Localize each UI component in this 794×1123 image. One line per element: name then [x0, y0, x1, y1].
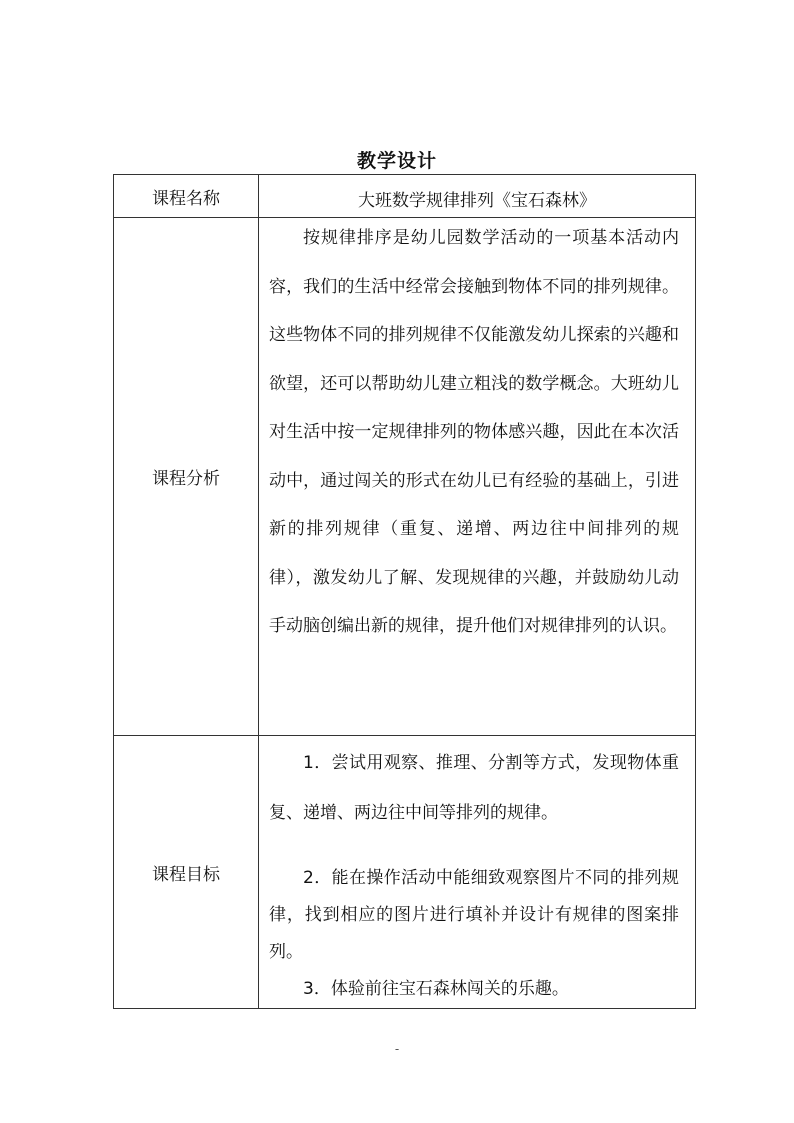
- course-goals-row: [114, 736, 696, 1009]
- course-goal-item-2: 2．能在操作活动中能细致观察图片不同的排列规律，找到相应的图片进行填补并设计有规律的图案排列。: [269, 868, 679, 962]
- course-analysis-row: [114, 218, 696, 736]
- document-title: 教学设计: [356, 150, 437, 172]
- course-name-row: [114, 175, 696, 218]
- course-analysis-cell: [259, 218, 696, 736]
- lesson-design-table: [113, 174, 696, 1009]
- course-name-value: 大班数学规律排列《宝石森林》: [259, 175, 696, 218]
- course-name-label: 课程名称: [114, 175, 259, 218]
- course-goals-cell: [259, 736, 696, 1009]
- course-analysis-text: 按规律排序是幼儿园数学活动的一项基本活动内容，我们的生活中经常会接触到物体不同的排列规律。这些物体不同的排列规律不仅能激发幼儿探索的兴趣和欲望，还可以帮助幼儿建立粗浅的数学概念。大班幼儿对生活中按一定规律排列的物体感兴趣，因此在本次活动中，通过闯关的形式在幼儿已有经验的基础上，引进新的排列规律（重复、递增、两边往中间排列的规律），激发幼儿了解、发现规律的兴趣，并鼓励幼儿动手动脑创编出新的规律，提升他们对规律排列的认识。: [269, 228, 679, 636]
- course-goal-item-1: 1．尝试用观察、推理、分割等方式，发现物体重复、递增、两边往中间等排列的规律。: [269, 753, 679, 823]
- course-analysis-label: 课程分析: [114, 218, 259, 736]
- page-mark: -: [394, 1042, 400, 1056]
- course-goals-label: 课程目标: [114, 736, 259, 1009]
- course-goal-item-3: 3．体验前往宝石森林闯关的乐趣。: [303, 979, 569, 999]
